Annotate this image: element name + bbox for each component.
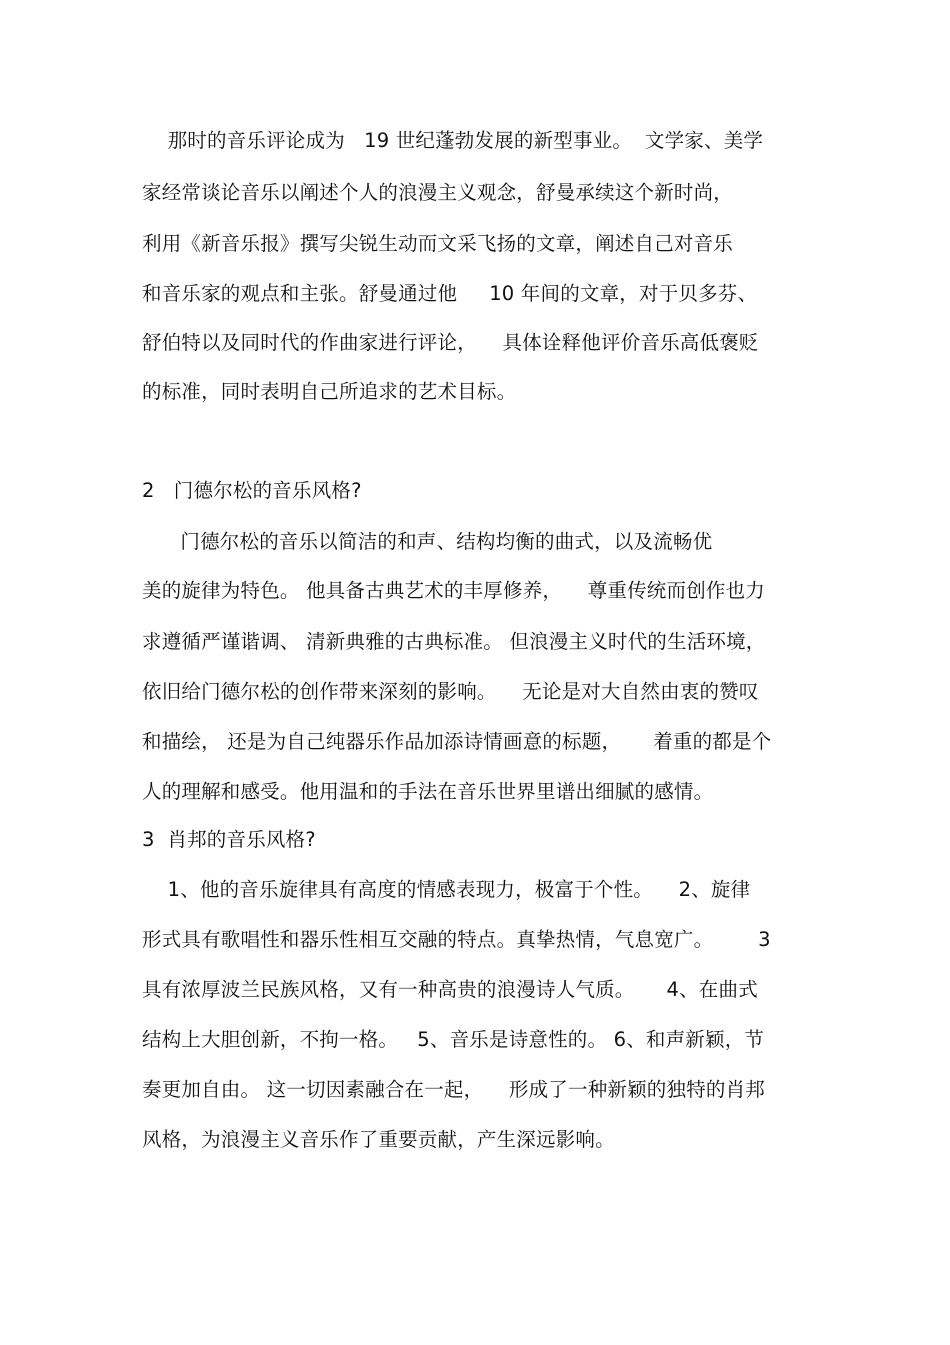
section3-line-2: 形式具有歌唱性和器乐性相互交融的特点。真挚热情，气息宽广。 3 [142, 928, 771, 951]
section3-line-4: 结构上大胆创新，不拘一格。 5、音乐是诗意性的。 6、和声新颖，节 [142, 1028, 765, 1051]
section3-heading: 3 肖邦的音乐风格? [142, 828, 316, 851]
section2-line-5: 和描绘， 还是为自己纯器乐作品加添诗情画意的标题， 着重的都是个 [142, 730, 772, 753]
section3-line-5: 奏更加自由。 这一切因素融合在一起， 形成了一种新颖的独特的肖邦 [142, 1078, 765, 1101]
section2-heading: 2 门德尔松的音乐风格? [142, 479, 362, 502]
section3-line-3: 具有浓厚波兰民族风格，又有一种高贵的浪漫诗人气质。 4、在曲式 [142, 978, 758, 1001]
section2-line-4: 依旧给门德尔松的创作带来深刻的影响。 无论是对大自然由衷的赞叹 [142, 680, 759, 703]
section3-line-6: 风格，为浪漫主义音乐作了重要贡献，产生深远影响。 [142, 1128, 615, 1151]
paragraph1-line-1: 那时的音乐评论成为 19 世纪蓬勃发展的新型事业。 文学家、美学 [142, 129, 764, 152]
section2-line-2: 美的旋律为特色。 他具备古典艺术的丰厚修养， 尊重传统而创作也力 [142, 579, 765, 602]
paragraph1-line-3: 利用《新音乐报》撰写尖锐生动而文采飞扬的文章，阐述自己对音乐 [142, 232, 734, 255]
section2-line-3: 求遵循严谨谐调、 清新典雅的古典标准。 但浪漫主义时代的生活环境， [142, 630, 766, 653]
paragraph1-line-5: 舒伯特以及同时代的作曲家进行评论， 具体诠释他评价音乐高低褒贬 [142, 331, 759, 354]
paragraph1-line-2: 家经常谈论音乐以阐述个人的浪漫主义观念，舒曼承续这个新时尚， [142, 181, 734, 204]
section2-line-1: 门德尔松的音乐以简洁的和声、结构均衡的曲式，以及流畅优 [142, 530, 713, 553]
section2-line-6: 人的理解和感受。他用温和的手法在音乐世界里谱出细腻的感情。 [142, 780, 714, 803]
section3-line-1: 1、他的音乐旋律具有高度的情感表现力，极富于个性。 2、旋律 [142, 878, 751, 901]
paragraph1-line-4: 和音乐家的观点和主张。舒曼通过他 10 年间的文章，对于贝多芬、 [142, 282, 758, 305]
paragraph1-line-6: 的标准，同时表明自己所追求的艺术目标。 [142, 380, 517, 403]
